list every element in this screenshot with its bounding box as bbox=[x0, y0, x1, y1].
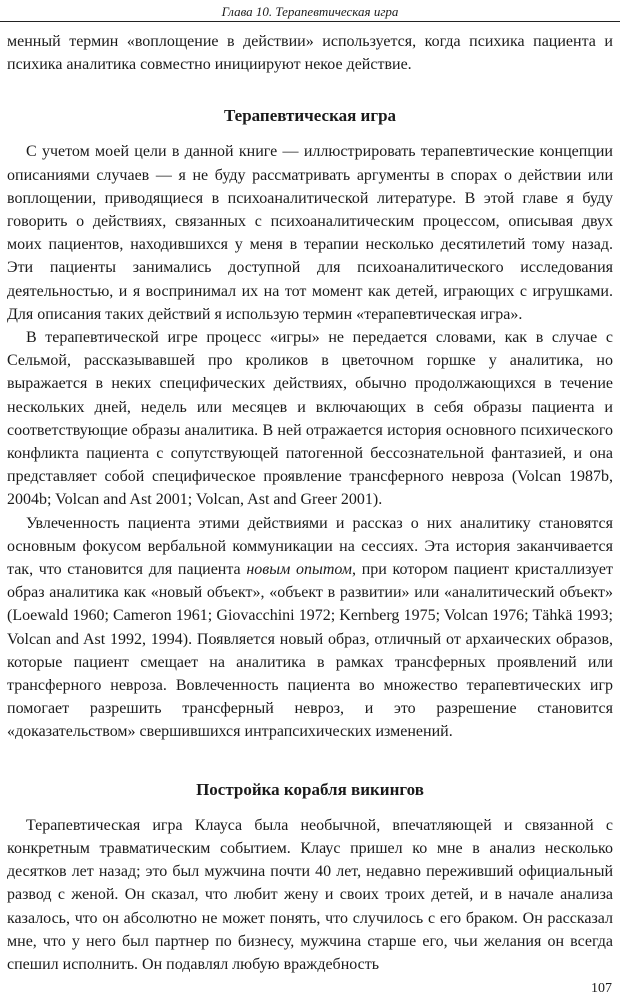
intro-paragraph: менный термин «воплощение в действии» используется, когда психика пациента и психика аналитика совместно инициируют некое действие. bbox=[7, 33, 613, 74]
paragraph-text: Увлеченность пациента этими действиями и рассказ о них аналитику становятся основным фокусом вербальной коммуникации на сессиях. Эта история заканчивается так, что становится для пациента bbox=[7, 514, 613, 579]
paragraph: В терапевтической игре процесс «игры» не передается словами, как в случае с Сельмой, рассказывавшей про кроликов в цветочном горшке у аналитика, но выражается в неких специфических действиях, обычно продолжающихся в течение нескольких дней, недель или месяцев и включающих в себя образы пациента и соответствующие образы аналитика. В ней отражается история основного психического конфликта пациента с сопутствующей патогенной бессознательной фантазией, и она представляет собой специфическое проявление трансферного невроза (Volcan 1987b, 2004b; Volcan and Ast 2001; Volcan, Ast and Greer 2001). bbox=[7, 329, 613, 509]
paragraph bbox=[7, 512, 613, 744]
paragraph: С учетом моей цели в данной книге — иллюстрировать терапевтические концепции описаниями случаев — я не буду рассматривать аргументы в спорах о действии или воплощении, приводящиеся в психоаналитической литературе. В этой главе я буду говорить о действиях, связанных с психоаналитическим процессом, описывая двух моих пациентов, находившихся у меня в терапии несколько десятилетий тому назад. Эти пациенты занимались доступной для психоаналитического исследования деятельностью, и я воспринимал их на тот момент как детей, играющих с игрушками. Для описания таких действий я использую термин «терапевтическая игра». bbox=[7, 143, 613, 323]
emphasis-text: новым опытом bbox=[246, 561, 352, 579]
section-heading-therapeutic-play: Терапевтическая игра bbox=[223, 106, 397, 126]
page-body bbox=[7, 30, 613, 976]
section-heading-viking-ship: Постройка корабля викингов bbox=[196, 779, 424, 799]
running-title: Глава 10. Терапевтическая игра bbox=[221, 4, 399, 19]
page-number: 107 bbox=[591, 981, 612, 996]
running-header bbox=[0, 0, 620, 24]
header-rule bbox=[0, 21, 620, 22]
paragraph: Терапевтическая игра Клауса была необычной, впечатляющей и связанной с конкретным травматическим событием. Клаус пришел ко мне в анализ несколько десятков лет назад; это был мужчина почти 40 лет, недавно переживший официальный развод с женой. Он сказал, что любит жену и своих троих детей, и в начале анализа казалось, что он абсолютно не может понять, что случилось с его браком. Он рассказал мне, что у него был партнер по бизнесу, мужчина старше его, чьи желания он всегда спешил исполнить. Он подавлял любую враждебность bbox=[7, 816, 613, 973]
paragraph-text: , при котором пациент кристаллизует образ аналитика как «новый объект», «объект в развитии» или «аналитический объект» (Loewald 1960; Cameron 1961; Giovacchini 1972; Kernberg 1975; Volcan 1976; Tähkä 1993; Volcan and Ast 1992, 1994). Появляется новый образ, отличный от архаических образов, которые пациент смещает на аналитика в рамках трансферных проявлений или трансферного невроза. Вовлеченность пациента во множество терапевтических игр помогает разрешить трансферный невроз, и это разрешение становится «доказательством» свершившихся интрапсихических изменений. bbox=[7, 561, 614, 741]
